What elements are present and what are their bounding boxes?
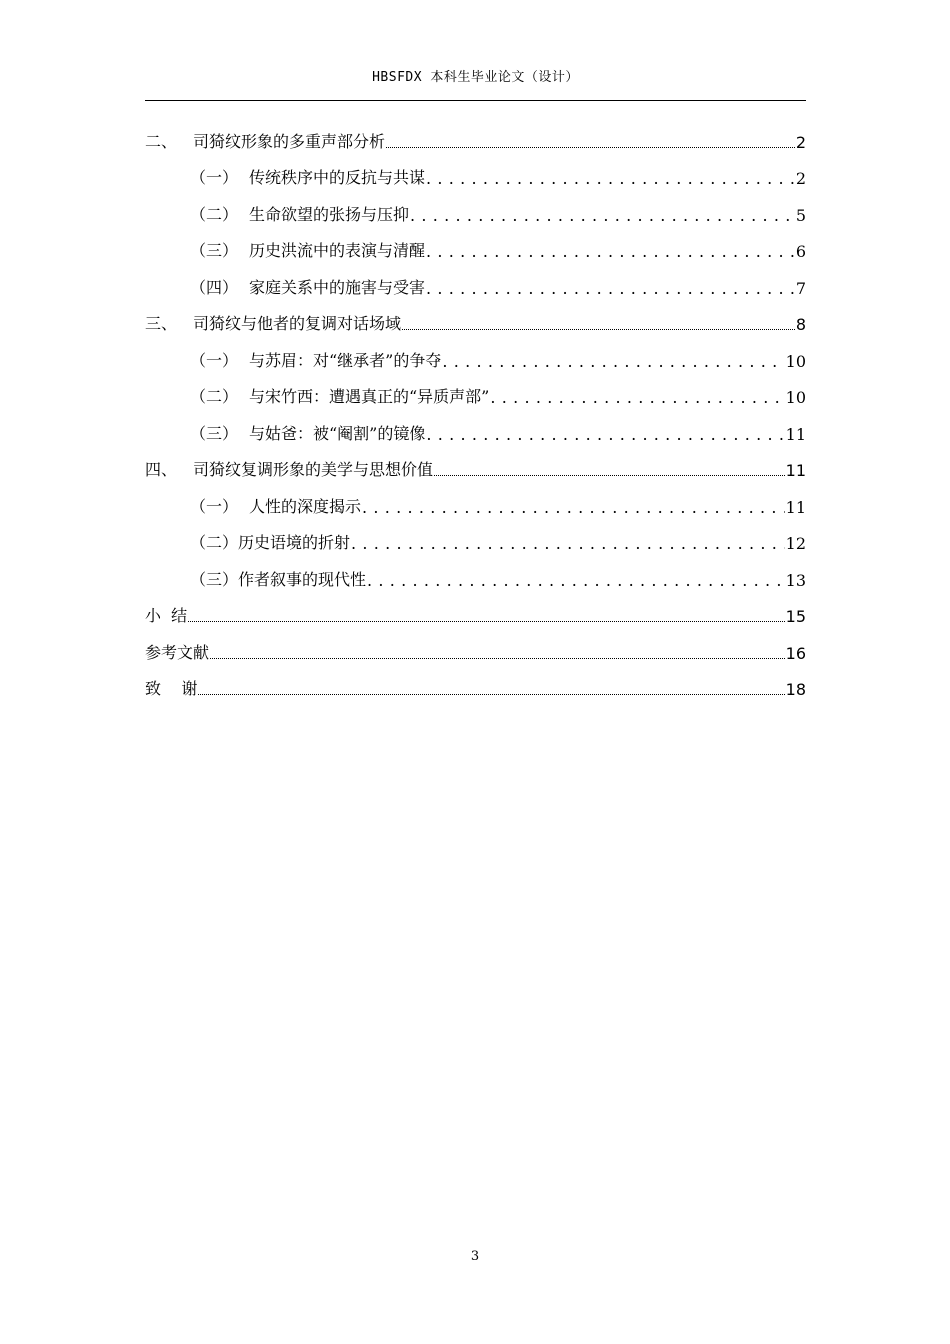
toc-dot-leader	[410, 202, 795, 221]
toc-entry-title: 作者叙事的现代性	[238, 569, 367, 589]
toc-dot-leader	[490, 384, 784, 403]
toc-entry-title: 司猗纹复调形象的美学与思想价值	[193, 460, 434, 479]
toc-dot-leader	[426, 275, 795, 294]
toc-entry[interactable]	[145, 480, 806, 517]
toc-entry-title: 历史语境的折射	[238, 533, 351, 552]
toc-entry-title: 司猗纹形象的多重声部分析	[193, 131, 386, 151]
toc-dot-leader	[198, 694, 784, 695]
toc-entry-number: （四）	[190, 277, 239, 297]
toc-entry[interactable]	[145, 188, 806, 225]
toc-entry-page: 11	[785, 497, 806, 517]
toc-entry-page: 6	[795, 242, 806, 261]
toc-entry-title: 生命欲望的张扬与压抑	[249, 204, 410, 224]
toc-entry-number: 三、	[145, 314, 178, 333]
toc-entry-title: 家庭关系中的施害与受害	[249, 277, 426, 297]
toc-entry-title: 与苏眉：对“继承者”的争夺	[249, 350, 442, 370]
toc-entry[interactable]	[145, 626, 806, 663]
toc-entry-title: 小 结	[145, 606, 188, 625]
toc-entry-number: （一）	[190, 496, 239, 516]
toc-entry-title: 参考文献	[145, 642, 210, 662]
toc-entry-page: 2	[795, 169, 806, 188]
toc-entry-page: 16	[785, 643, 806, 663]
toc-entry[interactable]	[145, 298, 806, 335]
toc-dot-leader	[362, 494, 785, 513]
toc-dot-leader	[386, 147, 795, 148]
table-of-contents	[145, 115, 806, 699]
toc-entry-page: 12	[785, 534, 806, 553]
toc-entry-number: 二、	[145, 131, 178, 151]
toc-entry[interactable]	[145, 553, 806, 590]
toc-entry-page: 15	[785, 607, 806, 626]
page-number: 3	[470, 1249, 480, 1264]
toc-entry[interactable]	[145, 115, 806, 152]
toc-entry-number: （三）	[190, 423, 239, 443]
toc-entry-number: （二）	[190, 204, 239, 224]
toc-entry-number: （三）	[190, 569, 239, 589]
toc-entry-number: （三）	[190, 241, 239, 260]
toc-dot-leader	[210, 658, 785, 659]
toc-dot-leader	[351, 530, 785, 549]
toc-dot-leader	[402, 329, 795, 330]
toc-entry-number: （一）	[190, 168, 239, 187]
toc-entry-number: （一）	[190, 350, 239, 370]
header-rule	[145, 100, 806, 101]
toc-entry-number: （二）	[190, 533, 239, 552]
toc-entry-title: 历史洪流中的表演与清醒	[249, 241, 426, 260]
toc-entry[interactable]	[145, 261, 806, 298]
toc-entry-page: 11	[785, 424, 806, 444]
toc-entry-page: 10	[785, 388, 806, 407]
toc-entry-title: 与姑爸：被“阉割”的镜像	[249, 423, 426, 443]
toc-dot-leader	[188, 621, 784, 622]
toc-entry-title: 致 谢	[145, 679, 198, 698]
toc-entry-title: 人性的深度揭示	[249, 496, 362, 516]
toc-entry[interactable]	[145, 152, 806, 189]
toc-entry-number: （二）	[190, 387, 239, 406]
toc-entry[interactable]	[145, 334, 806, 371]
toc-entry[interactable]	[145, 407, 806, 444]
toc-entry-page: 2	[795, 132, 806, 152]
toc-dot-leader	[426, 165, 795, 184]
toc-entry-page: 5	[795, 205, 806, 225]
toc-entry[interactable]	[145, 444, 806, 481]
toc-entry[interactable]	[145, 590, 806, 627]
toc-entry[interactable]	[145, 517, 806, 554]
toc-dot-leader	[434, 475, 785, 476]
toc-entry-page: 13	[785, 570, 806, 590]
toc-entry-page: 10	[785, 351, 806, 371]
toc-entry-page: 7	[795, 278, 806, 298]
toc-entry[interactable]	[145, 663, 806, 700]
toc-dot-leader	[442, 348, 784, 367]
toc-entry-title: 司猗纹与他者的复调对话场域	[193, 314, 402, 333]
toc-dot-leader	[367, 567, 785, 586]
toc-entry[interactable]	[145, 371, 806, 408]
toc-entry-page: 18	[785, 680, 806, 699]
toc-entry-number: 四、	[145, 460, 178, 479]
toc-entry-title: 与宋竹西：遭遇真正的“异质声部”	[249, 387, 490, 406]
toc-dot-leader	[426, 421, 784, 440]
toc-entry-page: 11	[785, 461, 806, 480]
page-header: HBSFDX 本科生毕业论文（设计）	[372, 70, 579, 85]
toc-dot-leader	[426, 238, 795, 257]
toc-entry[interactable]	[145, 225, 806, 262]
toc-entry-title: 传统秩序中的反抗与共谋	[249, 168, 426, 187]
toc-entry-page: 8	[795, 315, 806, 334]
